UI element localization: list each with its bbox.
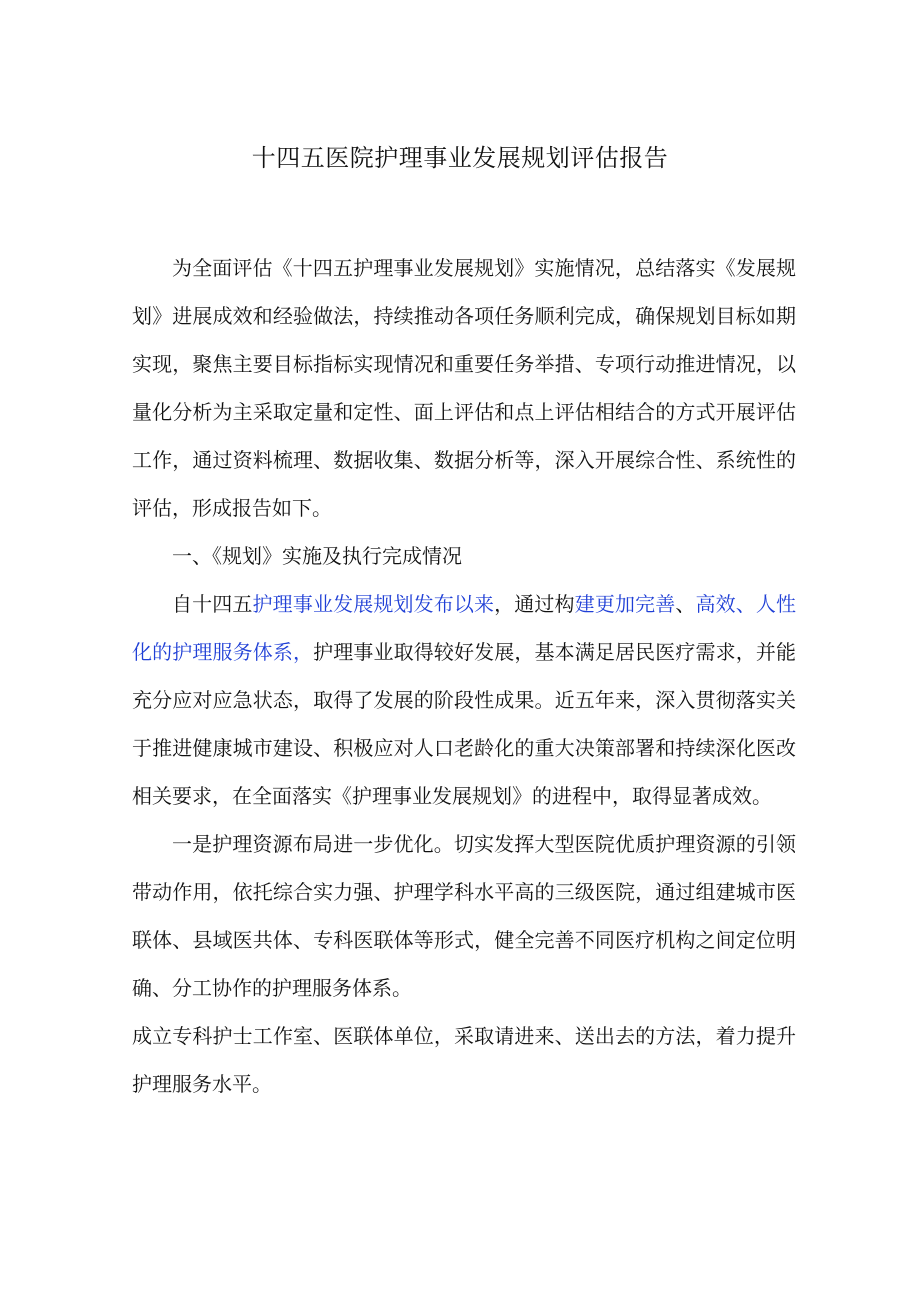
- intro-paragraph: 为全面评估《十四五护理事业发展规划》实施情况，总结落实《发展规划》进展成效和经验做法，持续推动各项任务顺利完成，确保规划目标如期实现，聚焦主要目标指标实现情况和重要任务举措、专项行动推进情况，以量化分析为主采取定量和定性、面上评估和点上评估相结合的方式开展评估工作，通过资料梳理、数据收集、数据分析等，深入开展综合性、系统性的评估，形成报告如下。: [132, 256, 796, 520]
- studio-paragraph: 成立专科护士工作室、医联体单位，采取请进来、送出去的方法，着力提升护理服务水平。: [132, 1024, 796, 1096]
- paragraph-text: ，通过构: [494, 592, 575, 616]
- highlighted-text: 护理事业发展规划发布以来: [252, 592, 495, 616]
- highlighted-text: 建更加完善: [574, 592, 676, 616]
- highlighted-text: 高效、人性化的护理服务体系，: [132, 592, 797, 664]
- section-heading: 一、《规划》实施及执行完成情况: [172, 544, 462, 568]
- paragraph-text: 、: [675, 592, 696, 616]
- paragraph-text: 护理事业取得较好发展，基本满足居民医疗需求，并能充分应对应急状态，取得了发展的阶段性成果。近五年来，深入贯彻落实关于推进健康城市建设、积极应对人口老龄化的重大决策部署和持续深化医改相关要求，在全面落实《护理事业发展规划》的进程中，取得显著成效。: [132, 640, 796, 808]
- resource-paragraph: 一是护理资源布局进一步优化。切实发挥大型医院优质护理资源的引领带动作用，依托综合实力强、护理学科水平高的三级医院，通过组建城市医联体、县域医共体、专科医联体等形式，健全完善不同医疗机构之间定位明确、分工协作的护理服务体系。: [132, 832, 796, 1000]
- implementation-paragraph: [132, 580, 796, 820]
- paragraph-prefix: 自十四五: [172, 592, 253, 616]
- document-title: 十四五医院护理事业发展规划评估报告: [251, 144, 669, 172]
- document-body: [132, 244, 796, 1108]
